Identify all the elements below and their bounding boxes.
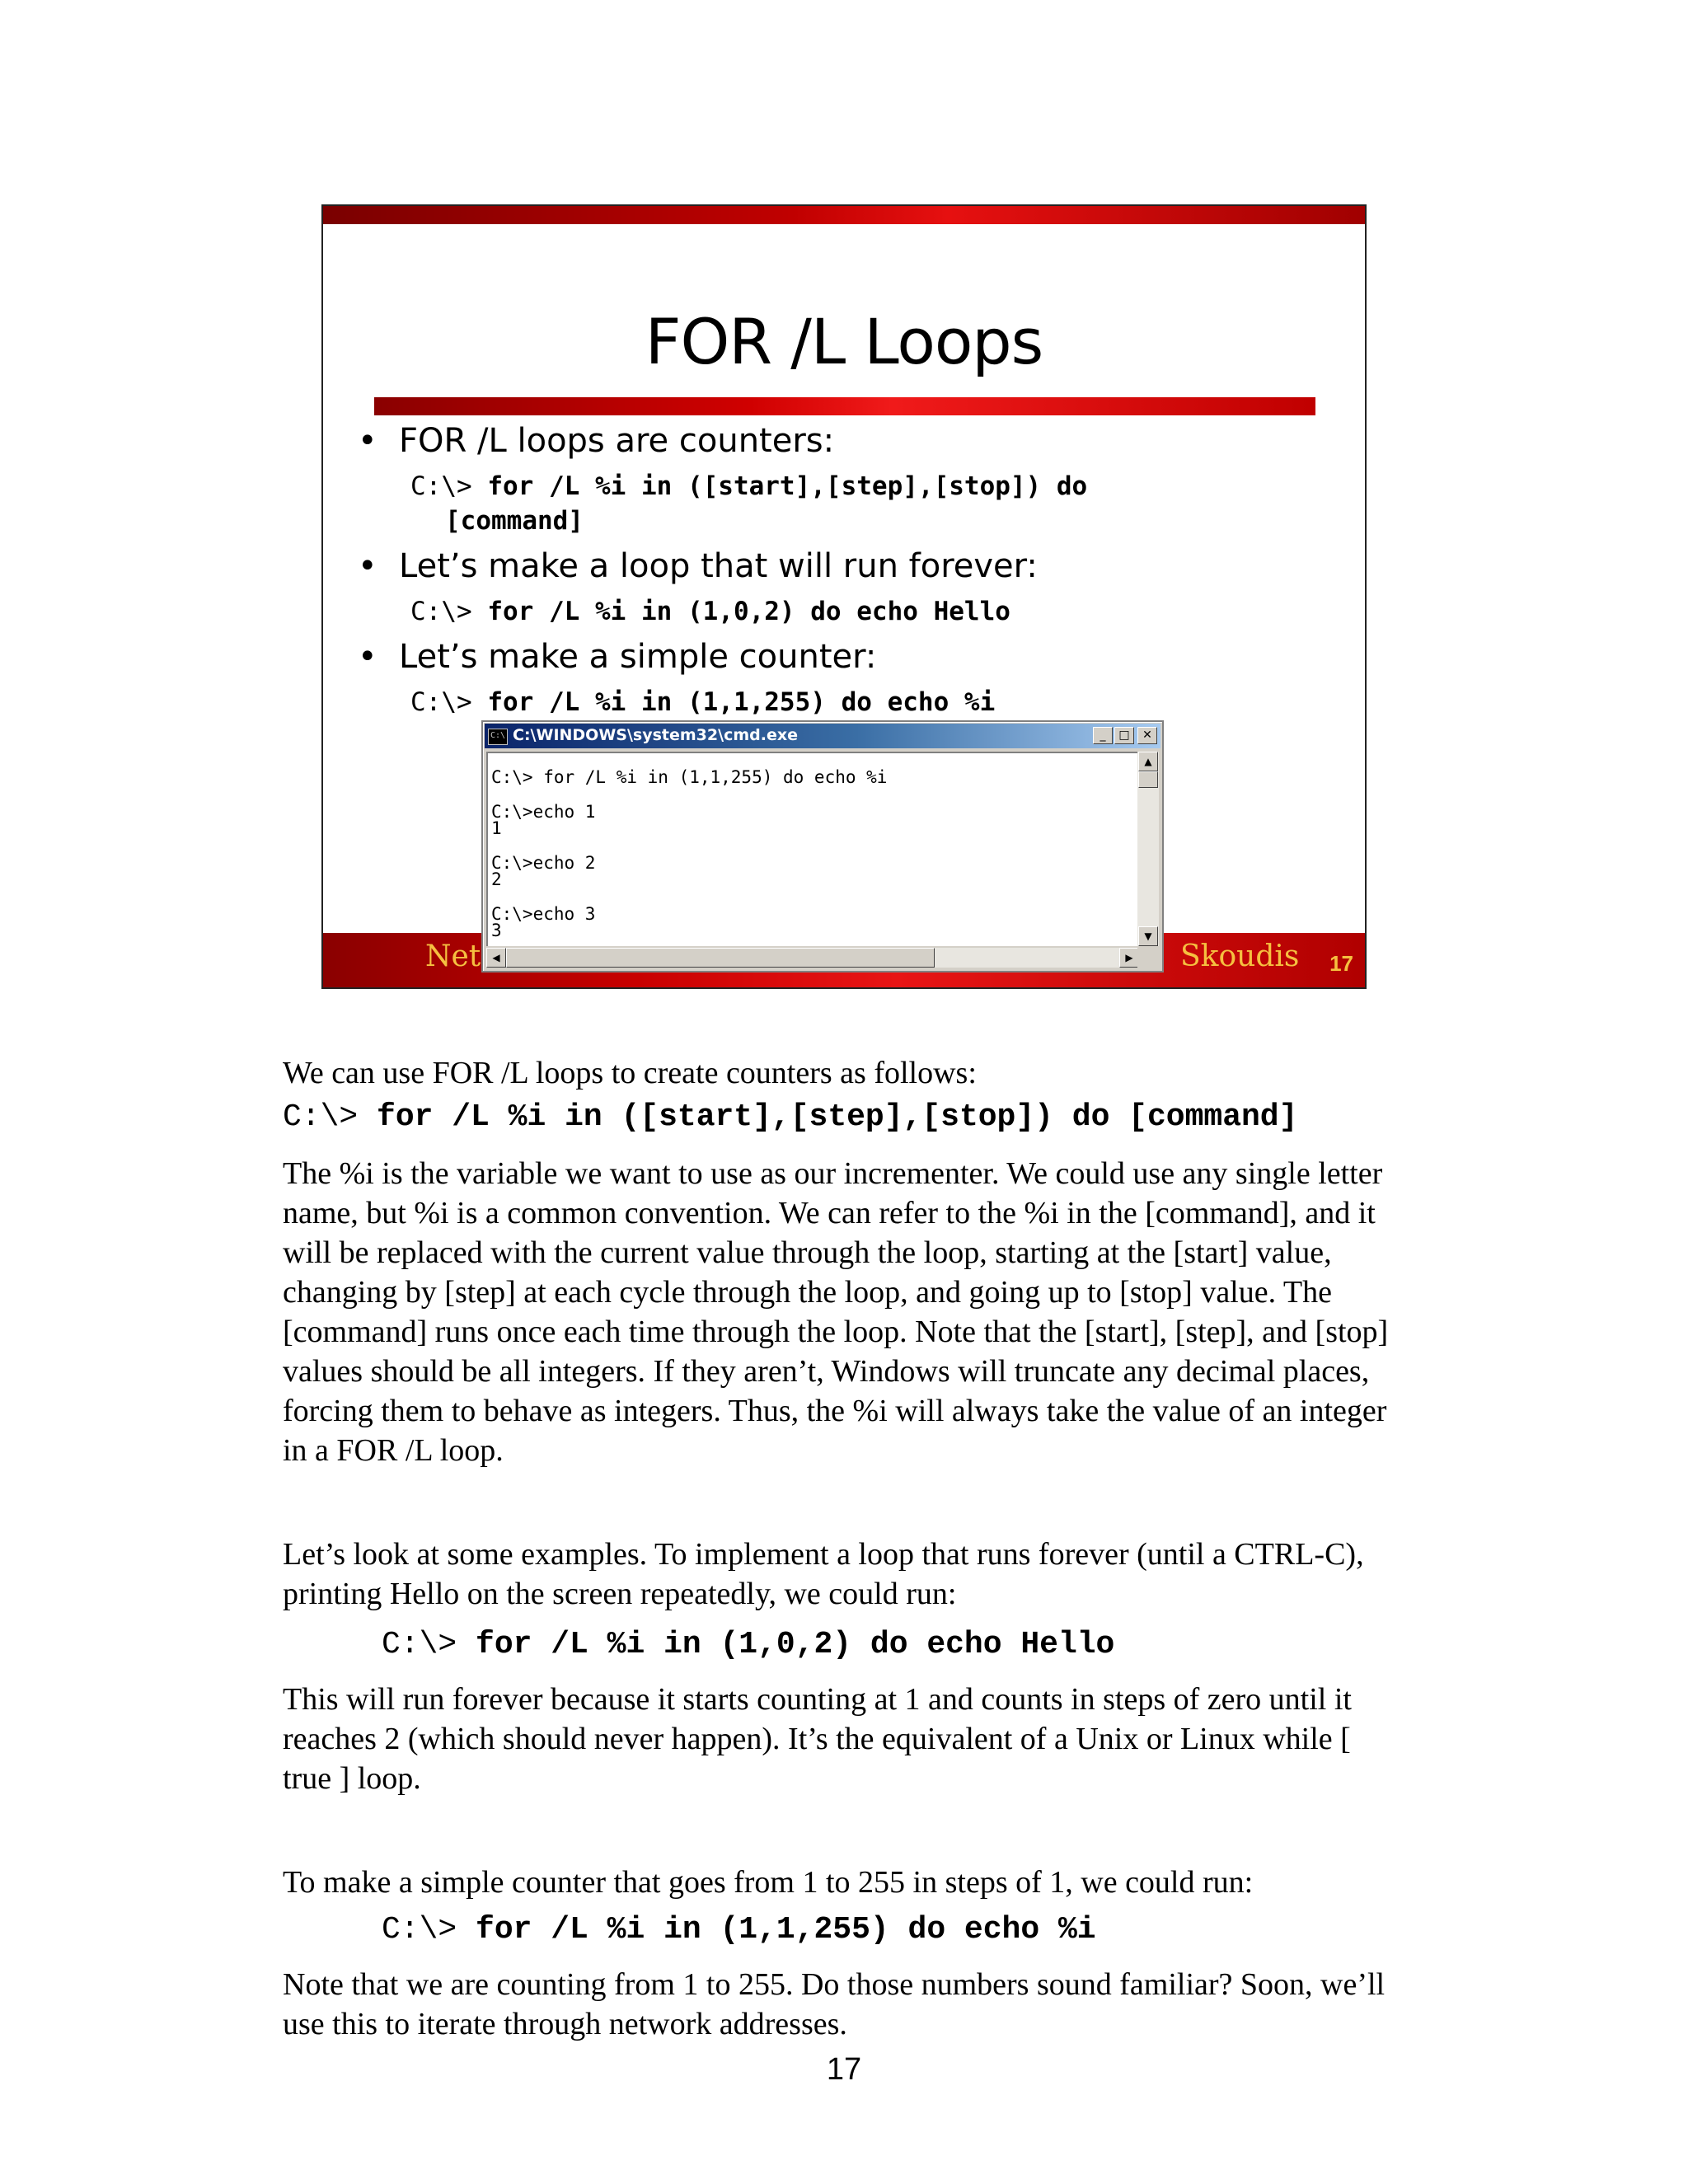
console-line: 2 bbox=[491, 869, 502, 889]
code-prompt: C:\> bbox=[410, 471, 472, 501]
code-command: for /L %i in (1,0,2) do echo Hello bbox=[487, 597, 1010, 626]
slide-code-1-continued bbox=[445, 506, 584, 536]
cmd-window-title: C:\WINDOWS\system32\cmd.exe bbox=[513, 726, 798, 744]
slide-bullet-1-text: FOR /L loops are counters: bbox=[399, 422, 835, 460]
slide-title: FOR /L Loops bbox=[645, 305, 1043, 378]
code-prompt: C:\> bbox=[382, 1627, 457, 1662]
bullet-dot-icon: • bbox=[358, 547, 377, 585]
vertical-scrollbar[interactable] bbox=[1137, 752, 1159, 946]
footer-text-left: Net bbox=[425, 940, 481, 973]
slide-page-number: 17 bbox=[1329, 951, 1353, 976]
minimize-icon: _ bbox=[1100, 729, 1106, 742]
slide-bullet-3-text: Let’s make a simple counter: bbox=[399, 638, 877, 676]
scroll-left-button[interactable] bbox=[486, 948, 506, 968]
arrow-down-icon: ▼ bbox=[1144, 930, 1152, 942]
slide-code-1 bbox=[410, 471, 1087, 501]
cmd-titlebar[interactable] bbox=[485, 724, 1160, 748]
slide-top-bar bbox=[323, 206, 1365, 224]
slide-bullet-3 bbox=[358, 638, 876, 676]
scroll-right-button[interactable] bbox=[1119, 948, 1139, 968]
cmd-icon[interactable]: C:\ bbox=[488, 729, 508, 745]
code-prompt: C:\> bbox=[410, 597, 472, 626]
arrow-up-icon: ▲ bbox=[1144, 756, 1152, 767]
code-forever-loop bbox=[382, 1627, 1114, 1662]
close-button[interactable] bbox=[1137, 727, 1157, 744]
bullet-dot-icon: • bbox=[358, 422, 377, 460]
paragraph-explanation: The %i is the variable we want to use as our incrementer. We could use any single letter name, but %i is a common convention. We can refer to the %i in the [command], and it will be replaced with the current value through the loop, starting at the [start] value, changing by [step] at each cycle through the loop, and going up to [stop] value. The [command] runs once each time through the loop. Note that the [start], [step], and [stop] values should be all integers. If they aren’t, Windows will truncate any decimal places, forcing them to behave as integers. Thus, the %i will always take the value of an integer in a FOR /L loop. bbox=[283, 1156, 1389, 1468]
paragraph-examples: Let’s look at some examples. To implement a loop that runs forever (until a CTRL-C), printing Hello on the screen repeatedly, we could run: bbox=[283, 1537, 1364, 1611]
code-prompt: C:\> bbox=[283, 1099, 359, 1135]
bullet-dot-icon: • bbox=[358, 638, 377, 676]
horizontal-scrollbar[interactable] bbox=[486, 948, 1139, 968]
console-line: C:\>echo 3 bbox=[491, 904, 596, 924]
footer-text-right: Skoudis bbox=[1180, 940, 1300, 973]
console-line: C:\>echo 1 bbox=[491, 802, 596, 822]
minimize-button[interactable] bbox=[1093, 727, 1113, 744]
slide-code-3 bbox=[410, 687, 995, 717]
code-command: for /L %i in (1,0,2) do echo Hello bbox=[476, 1627, 1115, 1662]
paragraph-conclusion: Note that we are counting from 1 to 255. Do those numbers sound familiar? Soon, we’ll use this to iterate through network addresses. bbox=[283, 1967, 1386, 2041]
code-command: for /L %i in (1,1,255) do echo %i bbox=[487, 687, 996, 717]
slide-bullet-2-text: Let’s make a loop that will run forever: bbox=[399, 547, 1038, 585]
arrow-right-icon: ▶ bbox=[1125, 952, 1133, 963]
close-icon: ✕ bbox=[1142, 729, 1152, 742]
code-command: for /L %i in (1,1,255) do echo %i bbox=[476, 1912, 1096, 1947]
slide-title-underline bbox=[374, 397, 1315, 415]
scroll-up-button[interactable] bbox=[1138, 752, 1158, 771]
slide-bullet-1 bbox=[358, 422, 834, 460]
paragraph-intro: We can use FOR /L loops to create counters as follows: bbox=[283, 1056, 977, 1090]
horizontal-scroll-thumb[interactable] bbox=[506, 948, 935, 968]
console-line: 1 bbox=[491, 818, 502, 838]
code-prompt: C:\> bbox=[410, 687, 472, 717]
code-counter bbox=[382, 1912, 1096, 1947]
code-command-continued: [command] bbox=[445, 506, 584, 536]
code-prompt: C:\> bbox=[382, 1912, 457, 1947]
console-line: 3 bbox=[491, 921, 502, 940]
paragraph-counter: To make a simple counter that goes from 1 to 255 in steps of 1, we could run: bbox=[283, 1865, 1254, 1900]
scroll-down-button[interactable] bbox=[1138, 926, 1158, 946]
page-number: 17 bbox=[826, 2052, 862, 2087]
cmd-console[interactable] bbox=[486, 752, 1139, 946]
paragraph-forever-explanation: This will run forever because it starts counting at 1 and counts in steps of zero until it reaches 2 (which should never happen). It’s the equivalent of a Unix or Linux while [ true ] loop. bbox=[283, 1682, 1352, 1796]
resize-grip-icon[interactable] bbox=[1137, 948, 1159, 968]
maximize-button[interactable] bbox=[1114, 727, 1134, 744]
slide-bullet-2 bbox=[358, 547, 1038, 585]
slide-code-2 bbox=[410, 597, 1010, 626]
cmd-window[interactable] bbox=[481, 720, 1164, 972]
console-line: C:\>echo 2 bbox=[491, 853, 596, 873]
arrow-left-icon: ◀ bbox=[492, 952, 500, 963]
vertical-scroll-thumb[interactable] bbox=[1138, 771, 1158, 788]
code-syntax bbox=[283, 1099, 1297, 1135]
code-command: for /L %i in ([start],[step],[stop]) do bbox=[487, 471, 1088, 501]
console-line: C:\> for /L %i in (1,1,255) do echo %i bbox=[491, 767, 888, 787]
code-command: for /L %i in ([start],[step],[stop]) do [command] bbox=[377, 1099, 1298, 1135]
maximize-icon: □ bbox=[1118, 729, 1130, 742]
